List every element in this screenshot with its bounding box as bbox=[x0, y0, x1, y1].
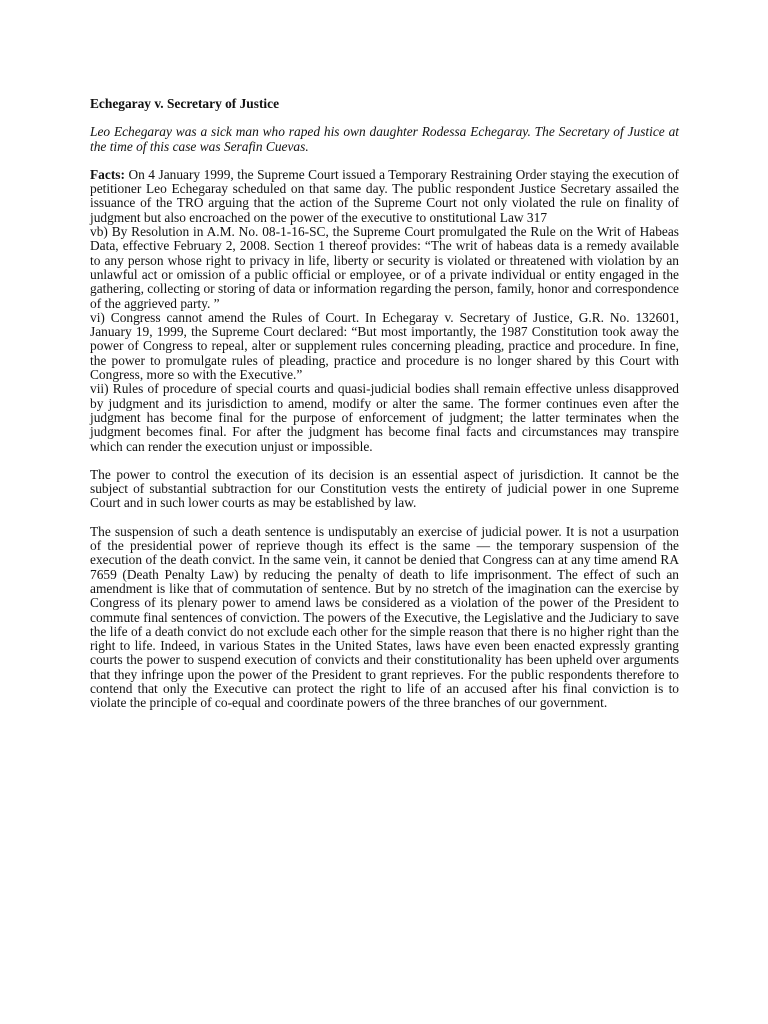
facts-paragraph bbox=[90, 168, 679, 225]
item-vi-paragraph: vi) Congress cannot amend the Rules of Court. In Echegaray v. Secretary of Justice, G.R. No. 132601, January 19, 1999, the Supreme Court declared: “But most importantly, the 1987 Constitution took away the power of Congress to repeal, alter or supplement rules concerning pleading, practice and procedure. In fine, the power to promulgate rules of pleading, practice and procedure is no longer shared by this Court with Congress, more so with the Executive.” bbox=[90, 309, 679, 383]
document-page bbox=[90, 97, 679, 711]
facts-text: On 4 January 1999, the Supreme Court issued a Temporary Restraining Order staying the execution of petitioner Leo Echegaray scheduled on that same day. The public respondent Justice Secretary assailed the issuance of the TRO arguing that the action of the Supreme Court not only violated the rule on finality of judgment but also encroached on the power of the executive to onstitutional Law 317 bbox=[90, 166, 679, 225]
document-title: Echegaray v. Secretary of Justice bbox=[90, 96, 280, 111]
suspension-paragraph: The suspension of such a death sentence is undisputably an exercise of judicial power. It is not a usurpation of the presidential power of reprieve though its effect is the same — the temporary suspension of the execution of the death convict. In the same vein, it cannot be denied that Congress can at any time amend RA 7659 (Death Penalty Law) by reducing the penalty of death to life imprisonment. The effect of such an amendment is like that of commutation of sentence. But by no stretch of the imagination can the exercise by Congress of its plenary power to amend laws be considered as a violation of the power of the President to commute final sentences of conviction. The powers of the Executive, the Legislative and the Judiciary to save the life of a death convict do not exclude each other for the simple reason that there is no higher right than the right to life. Indeed, in various States in the United States, laws have even been enacted expressly granting courts the power to suspend execution of convicts and their constitutionality has been upheld over arguments that they infringe upon the power of the President to grant reprieves. For the public respondents therefore to contend that only the Executive can protect the right to life of an accused after his final conviction is to violate the principle of co-equal and coordinate powers of the three branches of our government. bbox=[90, 523, 679, 711]
facts-label: Facts: bbox=[90, 166, 125, 182]
power-paragraph: The power to control the execution of its decision is an essential aspect of jurisdiction. It cannot be the subject of substantial subtraction for our Constitution vests the entirety of judicial power in one Supreme Court and in such lower courts as may be established by law. bbox=[90, 466, 679, 511]
item-vii-paragraph: vii) Rules of procedure of special courts and quasi-judicial bodies shall remain effective unless disapproved by judgment and its jurisdiction to amend, modify or alter the same. The former continues even after the judgment has become final for the purpose of enforcement of judgment; the latter terminates when the judgment becomes final. For after the judgment has become final facts and circumstances may transpire which can render the execution unjust or impossible. bbox=[90, 381, 679, 454]
intro-paragraph: Leo Echegaray was a sick man who raped his own daughter Rodessa Echegaray. The Secretary of Justice at the time of this case was Serafin Cuevas. bbox=[90, 124, 679, 154]
facts-section bbox=[90, 168, 679, 454]
item-vb-paragraph: vb) By Resolution in A.M. No. 08-1-16-SC, the Supreme Court promulgated the Rule on the Writ of Habeas Data, effective February 2, 2008. Section 1 thereof provides: “The writ of habeas data is a remedy available to any person whose right to privacy in life, liberty or security is violated or threatened with violation by an unlawful act or omission of a public official or employee, or of a private individual or entity engaged in the gathering, collecting or storing of data or information regarding the person, family, honor and correspondence of the aggrieved party. ” bbox=[90, 224, 679, 311]
